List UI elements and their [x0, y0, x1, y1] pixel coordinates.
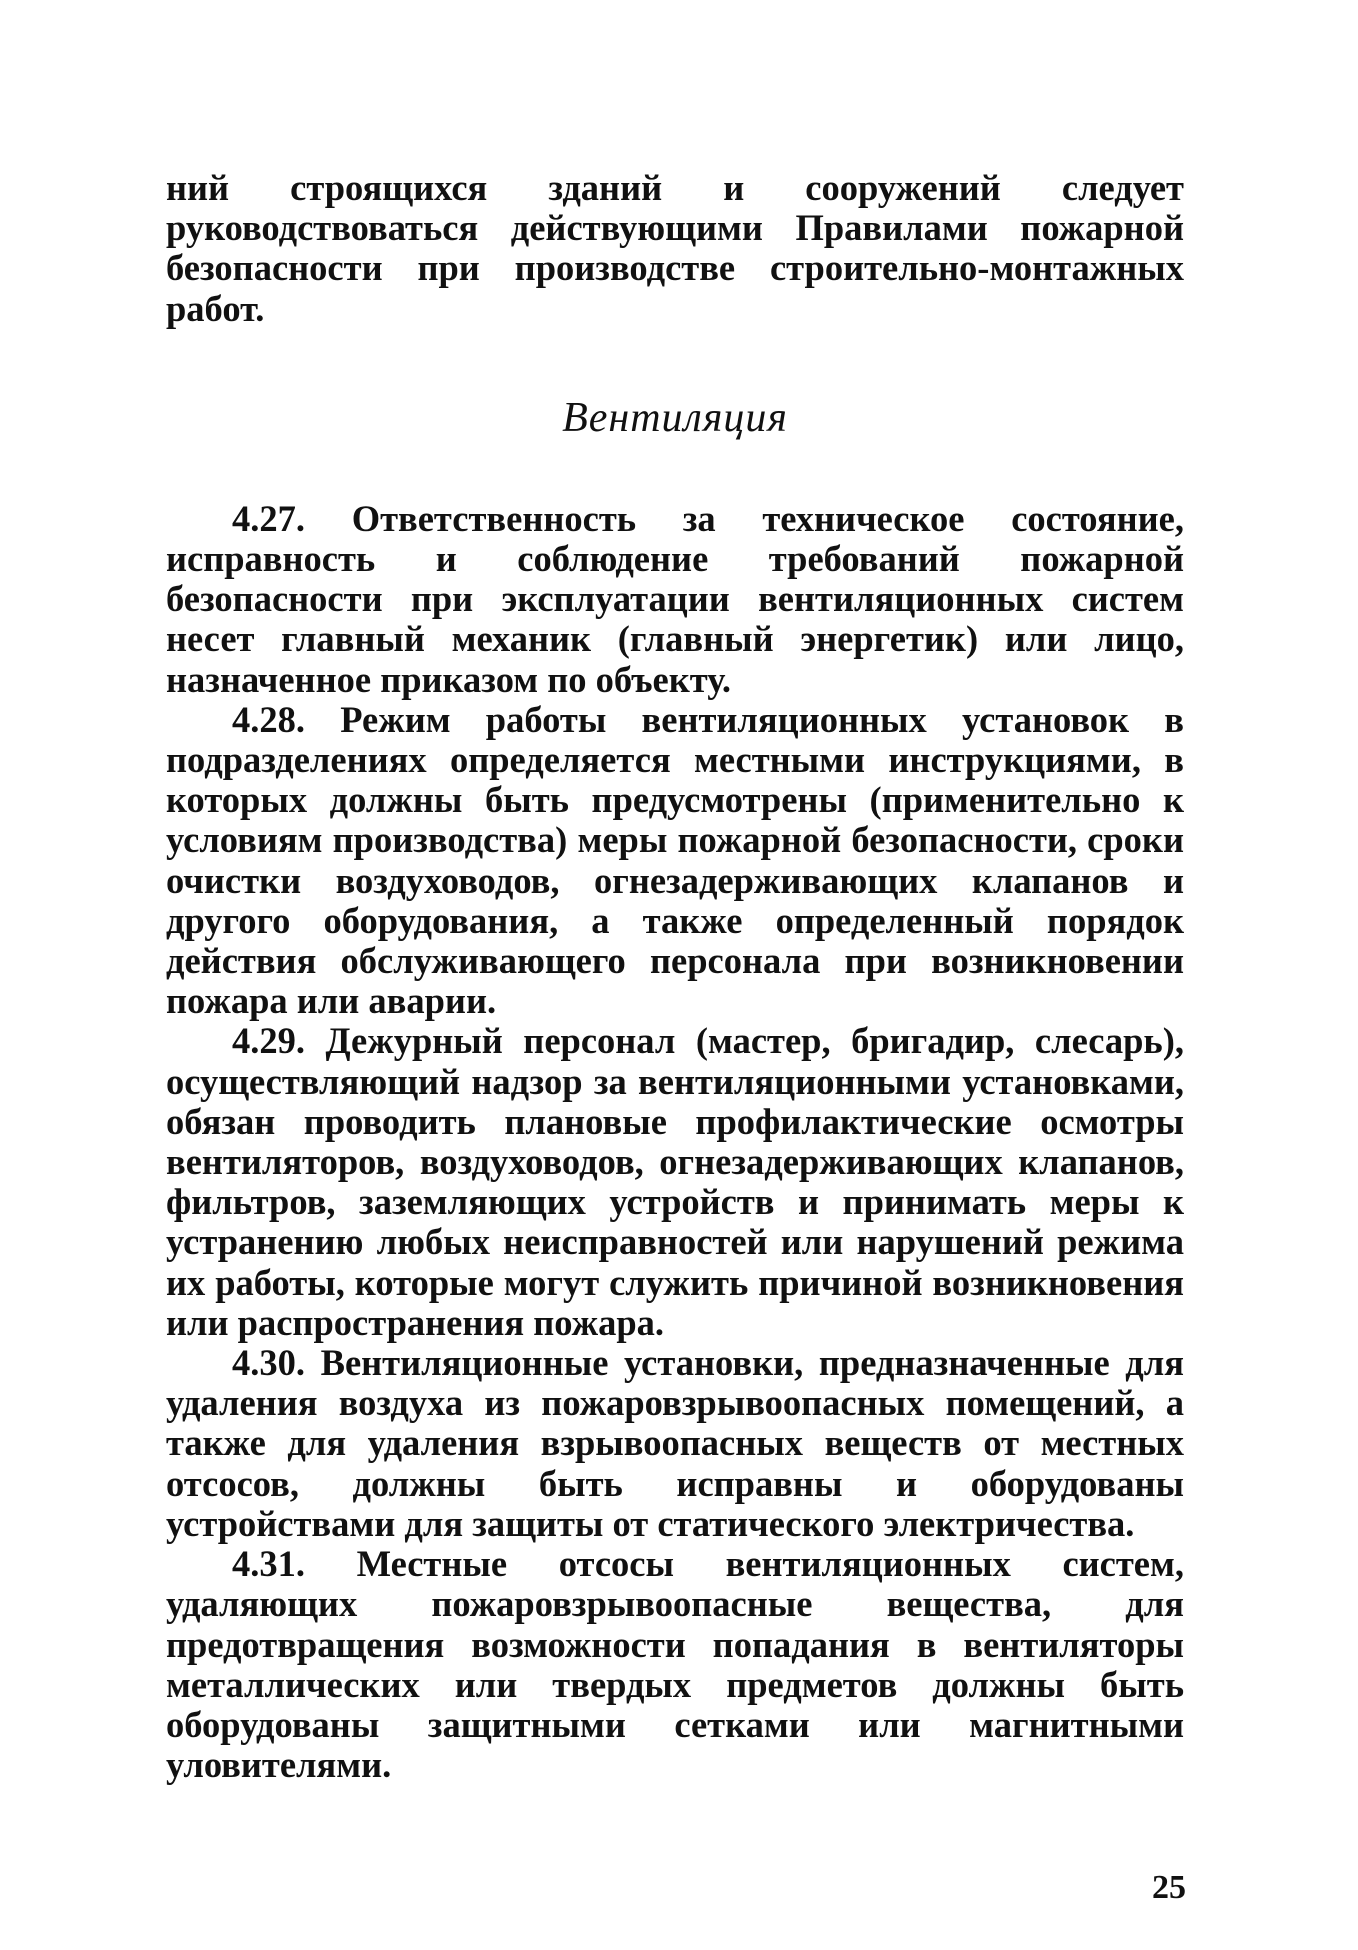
paragraph-4-28: 4.28. Режим работы вентиляционных установок в подразделениях определяется местными инструкциями, в которых должны быть предусмотрены (применительно к условиям производства) меры пожарной безопасности, сроки очистки воздуховодов, огнезадерживающих клапанов и другого оборудования, а также определенный порядок действия обслуживающего персонала при возникновении пожара или аварии. — [166, 698, 1184, 1022]
paragraph-4-31: 4.31. Местные отсосы вентиляционных систем, удаляющих пожаровзрывоопасные вещества, для предотвращения возможности попадания в вентиляторы металлических или твердых предметов должны быть оборудованы защитными сетками или магнитными уловителями. — [166, 1543, 1184, 1786]
paragraph-4-27: 4.27. Ответственность за техническое состояние, исправность и соблюдение требований пожарной безопасности при эксплуатации вентиляционных систем несет главный механик (главный энергетик) или лицо, назначенное приказом по объекту. — [166, 497, 1184, 700]
page-number: 25 — [1152, 1869, 1186, 1906]
intro-paragraph: ний строящихся зданий и сооружений следует руководствоваться действующими Правилами пожарной безопасности при производстве строительно-монтажных работ. — [166, 167, 1184, 329]
paragraph-4-30: 4.30. Вентиляционные установки, предназначенные для удаления воздуха из пожаровзрывоопасных помещений, а также для удаления взрывоопасных веществ от местных отсосов, должны быть исправны и оборудованы устройствами для защиты от статического электричества. — [166, 1342, 1184, 1544]
paragraph-4-29: 4.29. Дежурный персонал (мастер, бригадир, слесарь), осуществляющий надзор за вентиляционными установками, обязан проводить плановые профилактические осмотры вентиляторов, воздуховодов, огнезадерживающих клапанов, фильтров, заземляющих устройств и принимать меры к устранению любых неисправностей или нарушений режима их работы, которые могут служить причиной возникновения или распространения пожара. — [166, 1020, 1184, 1343]
page-body — [166, 168, 1184, 1785]
section-title: Вентиляция — [562, 394, 788, 441]
